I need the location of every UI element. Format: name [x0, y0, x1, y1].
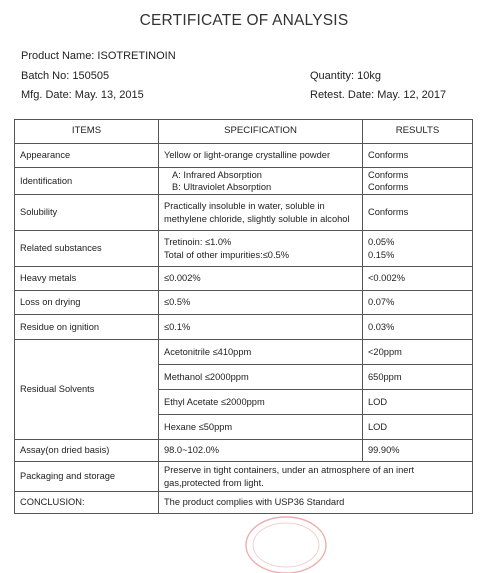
document-title: CERTIFICATE OF ANALYSIS — [139, 12, 349, 29]
spec-cell: Preserve in tight containers, under an atmosphere of an inert gas,protected from light. — [159, 462, 473, 492]
spec-cell: The product complies with USP36 Standard — [159, 492, 473, 514]
spec-line: Total of other impurities:≤0.5% — [164, 249, 289, 260]
table-row — [15, 267, 473, 291]
header-results: RESULTS — [363, 120, 473, 144]
manufacture-date: Mfg. Date: May. 13, 2015 — [21, 89, 144, 101]
result-line: Conforms — [368, 150, 409, 161]
stamp-ring — [246, 517, 326, 573]
spec-line: ≤0.1% — [164, 321, 191, 332]
item-cell: CONCLUSION: — [15, 492, 159, 514]
company-seal-stamp — [240, 513, 332, 573]
result-cell — [363, 291, 473, 315]
spec-cell: Acetonitrile ≤410ppm — [159, 340, 363, 365]
spec-cell: 98.0~102.0% — [159, 440, 363, 462]
analysis-table — [14, 119, 473, 514]
item-cell: Identification — [15, 168, 159, 195]
spec-line: ≤0.002% — [164, 273, 201, 284]
result-cell: 99.90% — [363, 440, 473, 462]
item-cell: Solubility — [15, 195, 159, 231]
table-row — [15, 340, 473, 365]
item-cell: Assay(on dried basis) — [15, 440, 159, 462]
result-line: 0.07% — [368, 297, 395, 308]
item-cell: Related substances — [15, 231, 159, 267]
result-cell — [363, 231, 473, 267]
table-row — [15, 315, 473, 340]
item-cell: Heavy metals — [15, 267, 159, 291]
result-cell: 650ppm — [363, 365, 473, 390]
table-row — [15, 231, 473, 267]
result-cell: LOD — [363, 390, 473, 415]
header-specification: SPECIFICATION — [159, 120, 363, 144]
spec-cell — [159, 231, 363, 267]
spec-line: methylene chloride, slightly soluble in alcohol — [164, 213, 350, 224]
spec-cell — [159, 267, 363, 291]
result-cell — [363, 315, 473, 340]
table-row — [15, 492, 473, 514]
result-line: 0.15% — [368, 249, 395, 260]
table-row — [15, 144, 473, 168]
result-line: Conforms — [368, 169, 409, 180]
result-line: <0.002% — [368, 273, 405, 284]
table-row — [15, 440, 473, 462]
batch-number: Batch No: 150505 — [21, 70, 110, 82]
result-cell: LOD — [363, 415, 473, 440]
table-row — [15, 291, 473, 315]
table-header-row — [15, 120, 473, 144]
spec-cell: Ethyl Acetate ≤2000ppm — [159, 390, 363, 415]
spec-cell: Methanol ≤2000ppm — [159, 365, 363, 390]
quantity: Quantity: 10kg — [310, 70, 381, 82]
header-items: ITEMS — [15, 120, 159, 144]
product-name: Product Name: ISOTRETINOIN — [21, 50, 176, 62]
stamp-inner-ring — [253, 523, 319, 567]
result-cell — [363, 144, 473, 168]
result-cell — [363, 195, 473, 231]
spec-line: Yellow or light-orange crystalline powder — [164, 150, 331, 161]
item-cell: Appearance — [15, 144, 159, 168]
result-line: Conforms — [368, 182, 409, 192]
result-cell — [363, 168, 473, 195]
item-cell: Residual Solvents — [15, 340, 159, 440]
spec-line: Practically insoluble in water, soluble in — [164, 201, 325, 211]
spec-cell — [159, 144, 363, 168]
item-cell: Residue on ignition — [15, 315, 159, 340]
spec-cell — [159, 195, 363, 231]
result-line: Conforms — [368, 207, 409, 218]
spec-line: Tretinoin: ≤1.0% — [164, 237, 232, 247]
result-cell: <20ppm — [363, 340, 473, 365]
spec-cell — [159, 168, 363, 195]
spec-line: B: Ultraviolet Absorption — [172, 182, 272, 192]
table-row — [15, 195, 473, 231]
result-line: 0.05% — [368, 237, 395, 247]
retest-date: Retest. Date: May. 12, 2017 — [310, 89, 447, 101]
spec-line: A: Infrared Absorption — [172, 169, 262, 180]
table-row — [15, 168, 473, 195]
spec-cell — [159, 291, 363, 315]
spec-cell: Hexane ≤50ppm — [159, 415, 363, 440]
table-row — [15, 462, 473, 492]
result-line: 0.03% — [368, 321, 395, 332]
spec-cell — [159, 315, 363, 340]
spec-line: ≤0.5% — [164, 297, 191, 308]
item-cell: Loss on drying — [15, 291, 159, 315]
result-cell — [363, 267, 473, 291]
item-cell: Packaging and storage — [15, 462, 159, 492]
